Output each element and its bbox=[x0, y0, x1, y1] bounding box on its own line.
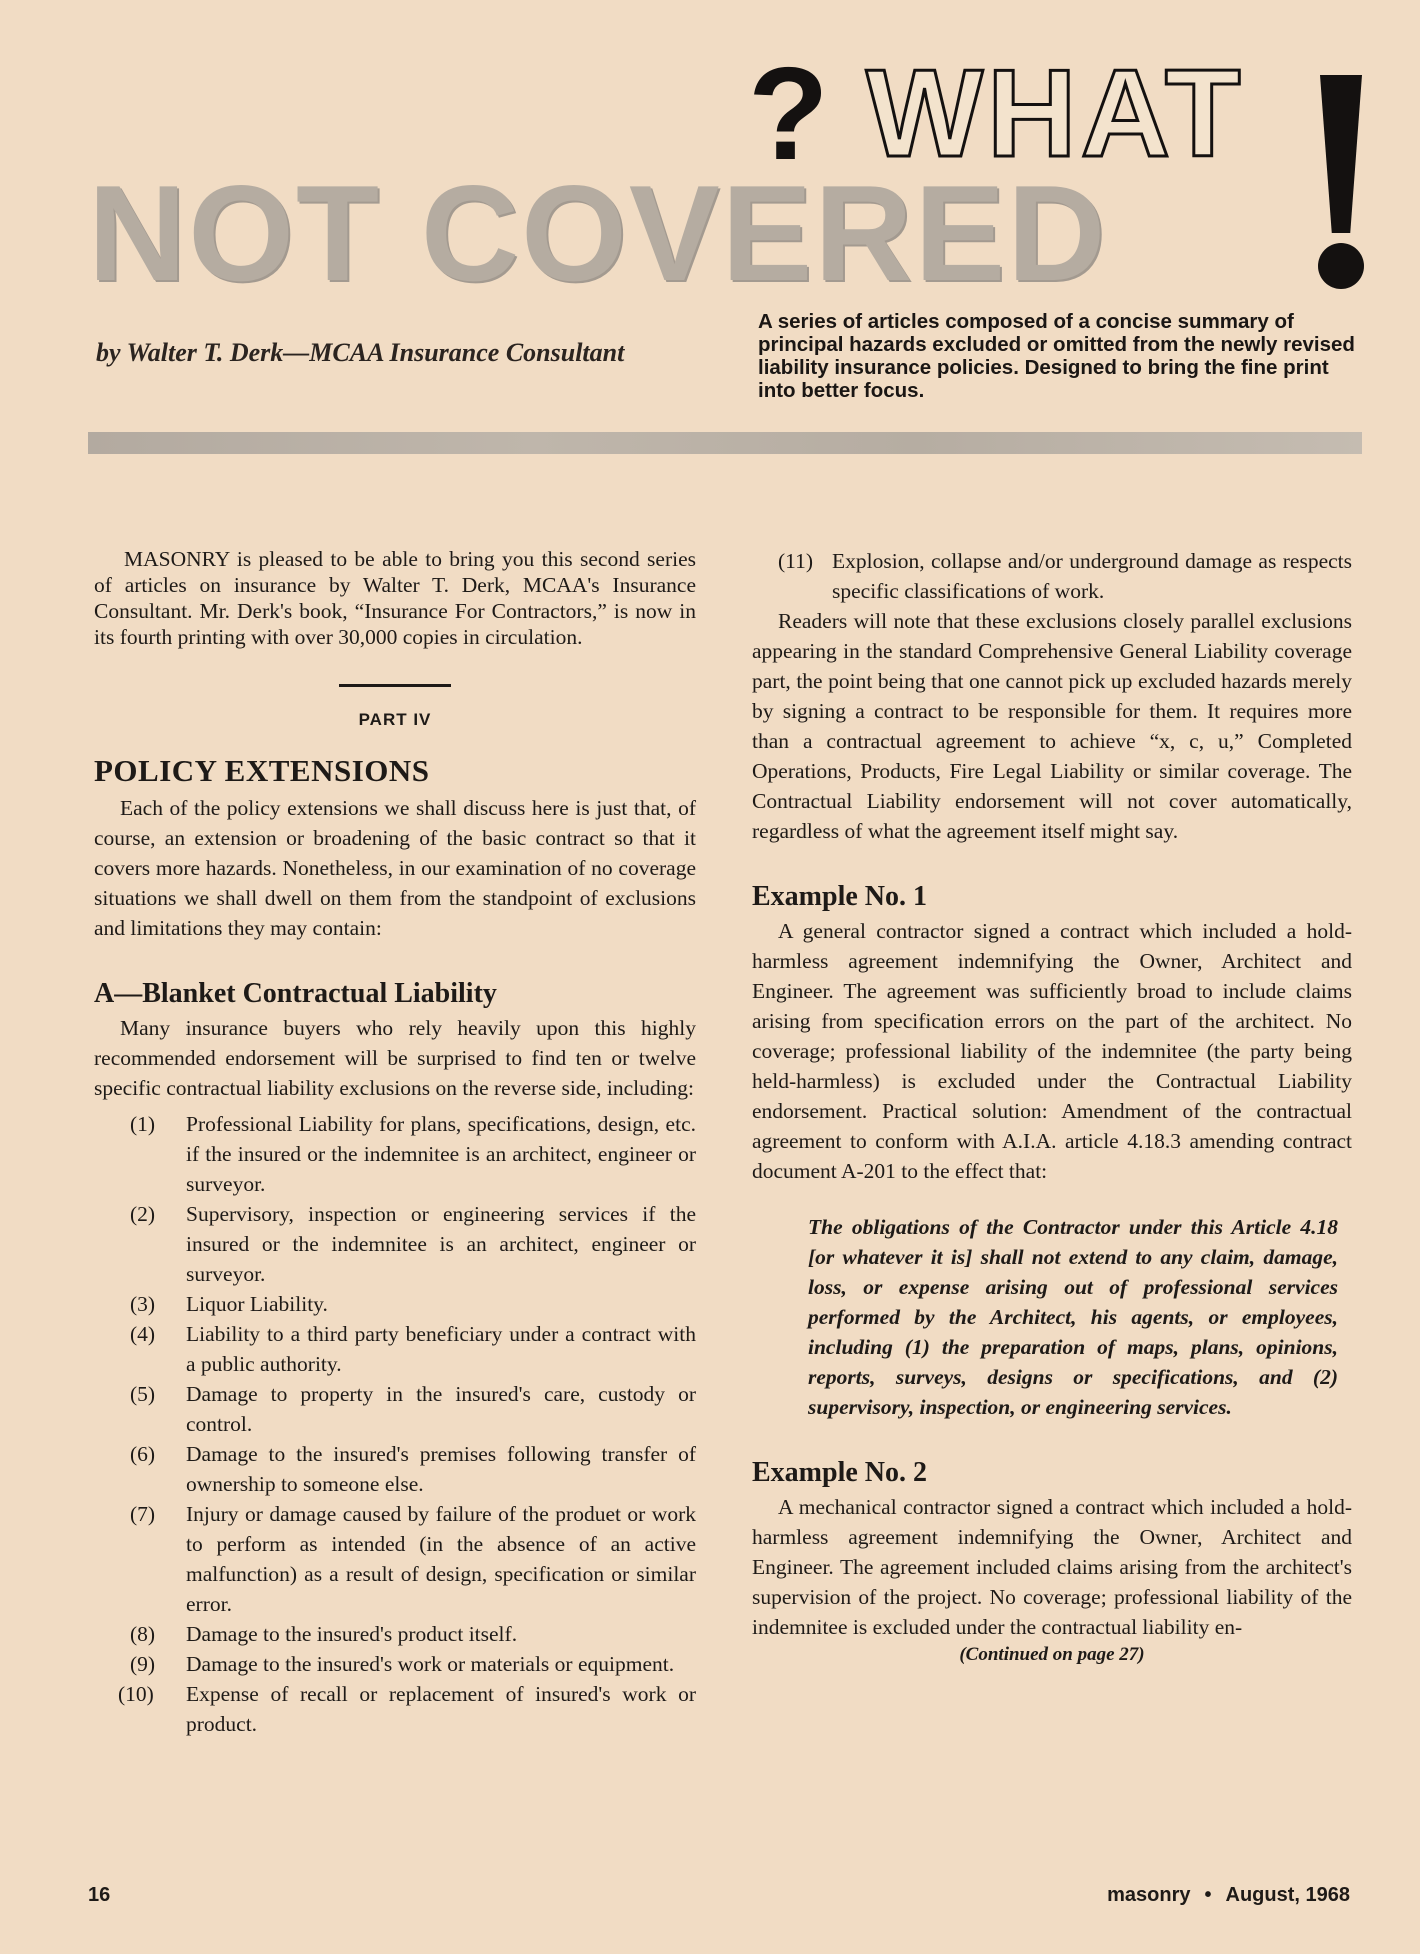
exclamation-bar bbox=[1320, 75, 1362, 233]
section-heading: POLICY EXTENSIONS bbox=[94, 753, 430, 788]
example-2-paragraph: A mechanical contractor signed a contract which included a hold-harmless agreement indemnifying the Owner, Architect and Engineer. The agreement included claims arising from the architect's supervision of the project. No coverage; professional liability of the indemnitee is excluded under the contractual liability en- bbox=[752, 1495, 1352, 1639]
section-paragraph: Each of the policy extensions we shall discuss here is just that, of course, an extension or broadening of the basic contract so that it covers more hazards. Nonetheless, in our examination of no coverage situations we shall dwell on them from the standpoint of exclusions and limitations they may contain: bbox=[94, 796, 696, 940]
example-1-paragraph: A general contractor signed a contract which included a hold-harmless agreement indemnifying the Owner, Architect and Engineer. The agreement was sufficiently broad to include claims arising from specification errors on the part of the architect. No coverage; professional liability of the indemnitee (the party being held-harmless) is excluded under the Contractual Liability endorsement. Practical solution: Amendment of the contractual agreement to conform with A.I.A. article 4.18.3 amending contract document A-201 to the effect that: bbox=[752, 919, 1352, 1183]
part-rule bbox=[339, 684, 451, 687]
continued-note: (Continued on page 27) bbox=[959, 1644, 1145, 1665]
part-label: PART IV bbox=[358, 710, 432, 729]
footer-info bbox=[1107, 1884, 1350, 1907]
left-column bbox=[94, 546, 696, 1739]
intro-block bbox=[94, 546, 696, 650]
issue-date: August, 1968 bbox=[1225, 1884, 1350, 1906]
page-number: 16 bbox=[88, 1884, 111, 1906]
subsection-heading: A—Blanket Contractual Liability bbox=[94, 978, 497, 1009]
title-not-covered: NOT COVERED bbox=[88, 157, 1108, 309]
list-item: (10) Expense of recall or replacement of insured's work or product. bbox=[118, 1682, 696, 1736]
exclusion-list bbox=[94, 1109, 696, 1739]
example-1-heading: Example No. 1 bbox=[752, 881, 927, 912]
list-item: (7) Injury or damage caused by failure of the produet or work to perform as intended (in the absence of an active malfunction) as a result of design, specification or similar error. bbox=[130, 1502, 696, 1616]
list-item: (6) Damage to the insured's premises following transfer of ownership to someone else. bbox=[130, 1442, 696, 1496]
magazine-name: masonry bbox=[1107, 1884, 1191, 1906]
intro-paragraph: MASONRY is pleased to be able to bring you this second series of articles on insurance by Walter T. Derk, MCAA's Insurance Consultant. Mr. Derk's book, “Insurance For Contractors,” is now in its fourth printing with over 30,000 copies in circulation. bbox=[94, 547, 696, 649]
list-item: (1) Professional Liability for plans, specifications, design, etc. if the insured or the indemnitee is an architect, engineer or surveyor. bbox=[130, 1112, 696, 1196]
list-item: (9) Damage to the insured's work or materials or equipment. bbox=[130, 1652, 675, 1676]
list-item: (5) Damage to property in the insured's care, custody or control. bbox=[130, 1382, 696, 1436]
subsection-paragraph: Many insurance buyers who rely heavily upon this highly recommended endorsement will be surprised to find ten or twelve specific contractual liability exclusions on the reverse side, including: bbox=[94, 1016, 696, 1100]
list-item: (4) Liability to a third party beneficiary under a contract with a public authority. bbox=[130, 1322, 696, 1376]
question-mark: ? bbox=[748, 40, 829, 187]
list-item: (2) Supervisory, inspection or engineering services if the insured or the indemnitee is an architect, engineer or surveyor. bbox=[130, 1202, 696, 1286]
bullet-separator: • bbox=[1204, 1884, 1212, 1906]
byline: by Walter T. Derk—MCAA Insurance Consultant bbox=[96, 338, 625, 367]
readers-paragraph: Readers will note that these exclusions closely parallel exclusions appearing in the standard Comprehensive General Liability coverage part, the point being that one cannot pick up excluded hazards merely by signing a contract to be responsible for them. It requires more than a contractual agreement to achieve “x, c, u,” Completed Operations, Products, Fire Legal Liability or similar coverage. The Contractual Liability endorsement will not cover automatically, regardless of what the agreement itself might say. bbox=[752, 609, 1352, 843]
list-item: (3) Liquor Liability. bbox=[130, 1292, 328, 1316]
exclamation-dot bbox=[1318, 243, 1364, 289]
list-item: (8) Damage to the insured's product itself. bbox=[130, 1622, 518, 1646]
example-2-heading: Example No. 2 bbox=[752, 1457, 927, 1488]
right-column bbox=[752, 546, 1352, 1670]
list-item: (11) Explosion, collapse and/or underground damage as respects specific classifications of work. bbox=[778, 549, 1352, 603]
example-1-quote: The obligations of the Contractor under this Article 4.18 [or whatever it is] shall not extend to any claim, damage, loss, or expense arising out of professional services performed by the Architect, his agents, or employees, including (1) the preparation of maps, plans, opinions, reports, surveys, designs or specifications, and (2) supervisory, inspection, or engineering services. bbox=[808, 1215, 1338, 1419]
title-what: WHAT bbox=[866, 45, 1245, 183]
header-divider bbox=[88, 432, 1362, 454]
deck-summary: A series of articles composed of a concise summary of principal hazards excluded or omitted from the newly revised liability insurance policies. Designed to bring the fine print into better focus. bbox=[758, 310, 1355, 402]
